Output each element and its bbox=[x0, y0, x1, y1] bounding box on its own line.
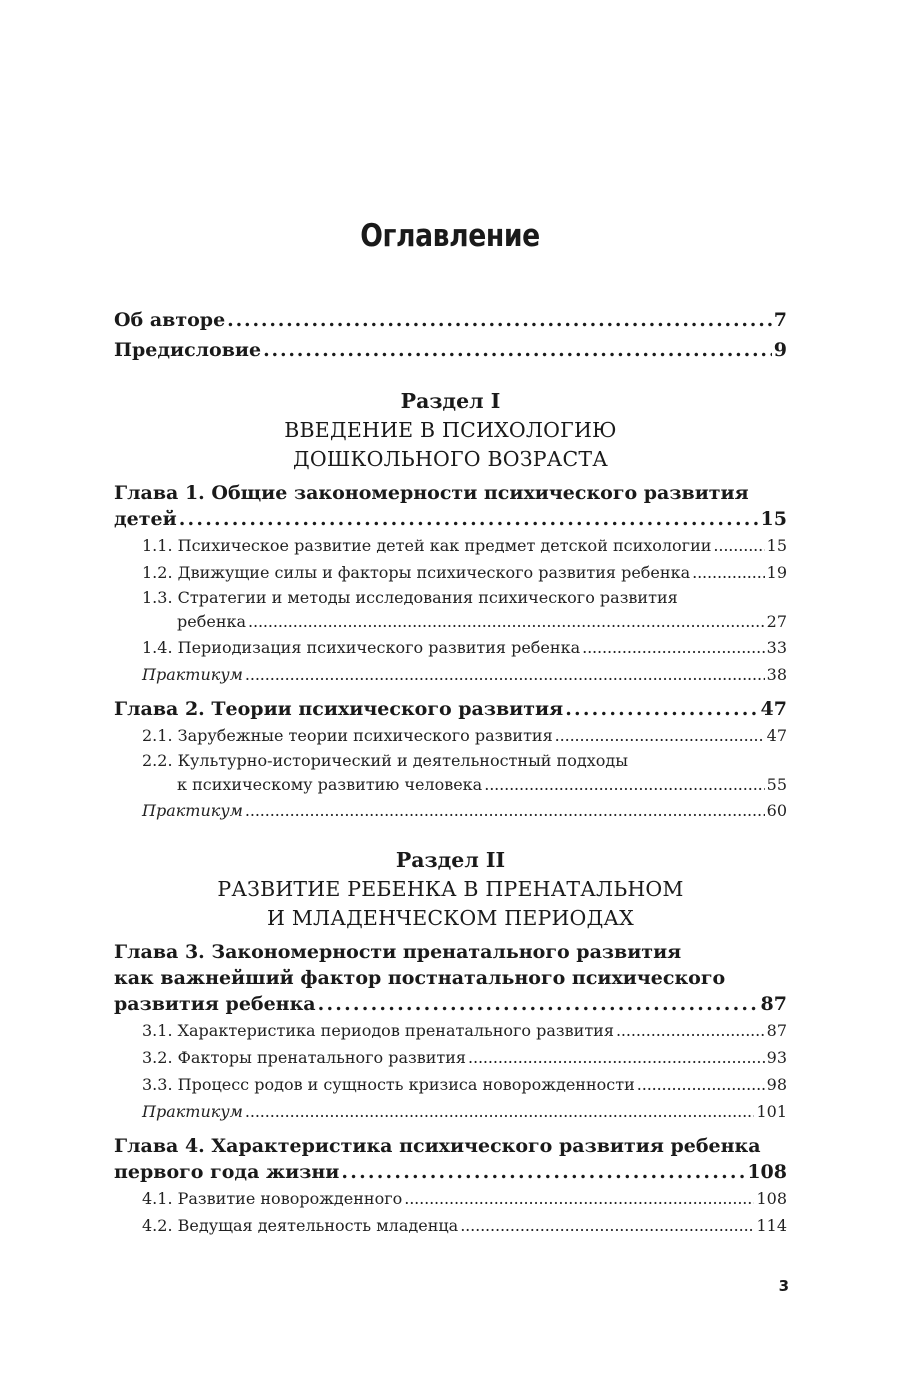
leader-dots bbox=[616, 1017, 765, 1044]
subentry-page: 33 bbox=[766, 638, 787, 657]
toc-subentry[interactable] bbox=[114, 749, 787, 797]
subentry-page: 98 bbox=[766, 1075, 787, 1094]
subentry-label: 3.3. Процесс родов и сущность кризиса новорожденности bbox=[142, 1075, 635, 1094]
toc-subentry[interactable] bbox=[114, 634, 787, 661]
chapter-title-line: первого года жизни bbox=[114, 1161, 340, 1183]
toc-entry-label: Предисловие bbox=[114, 339, 262, 361]
leader-dots bbox=[582, 634, 765, 661]
toc-entry-about-author[interactable] bbox=[114, 305, 787, 335]
subentry-page: 60 bbox=[766, 801, 787, 820]
chapter-title-line: детей bbox=[114, 508, 177, 530]
leader-dots bbox=[404, 1185, 754, 1212]
leader-dots bbox=[460, 1212, 754, 1239]
subentry-page: 93 bbox=[766, 1048, 787, 1067]
toc-subentry[interactable] bbox=[114, 722, 787, 749]
chapter-page: 87 bbox=[760, 993, 787, 1015]
leader-dots bbox=[713, 532, 764, 559]
toc-subentry-practicum[interactable] bbox=[114, 661, 787, 688]
subentry-page: 38 bbox=[766, 665, 787, 684]
subentry-label: Практикум bbox=[142, 665, 243, 684]
toc-entry-page: 7 bbox=[773, 309, 787, 331]
subentry-label: к психическому развитию человека bbox=[177, 775, 483, 794]
toc-subentry[interactable] bbox=[114, 1185, 787, 1212]
leader-dots bbox=[245, 1098, 755, 1125]
subentry-page: 101 bbox=[756, 1102, 787, 1121]
subentry-label: 3.1. Характеристика периодов пренатального развития bbox=[142, 1021, 614, 1040]
table-of-contents bbox=[114, 305, 787, 1239]
toc-subentry[interactable] bbox=[114, 1212, 787, 1239]
leader-dots bbox=[245, 661, 765, 688]
toc-subentry[interactable] bbox=[114, 532, 787, 559]
subentry-label: 4.2. Ведущая деятельность младенца bbox=[142, 1216, 459, 1235]
toc-entry-label: Об авторе bbox=[114, 309, 226, 331]
section-title-line: ВВЕДЕНИЕ В ПСИХОЛОГИЮ bbox=[284, 418, 617, 442]
subentry-label: 1.1. Психическое развитие детей как предмет детской психологии bbox=[142, 536, 712, 555]
toc-subentry-practicum[interactable] bbox=[114, 797, 787, 824]
subentry-page: 87 bbox=[766, 1021, 787, 1040]
section-title-line: И МЛАДЕНЧЕСКОМ ПЕРИОДАХ bbox=[267, 906, 634, 930]
leader-dots bbox=[227, 305, 772, 335]
leader-dots bbox=[263, 335, 772, 365]
page-number: 3 bbox=[778, 1277, 789, 1295]
subentry-page: 55 bbox=[766, 775, 787, 794]
toc-chapter[interactable] bbox=[114, 480, 787, 532]
subentry-label: 1.2. Движущие силы и факторы психического развития ребенка bbox=[142, 563, 691, 582]
toc-entry-preface[interactable] bbox=[114, 335, 787, 365]
chapter-page: 108 bbox=[747, 1161, 787, 1183]
leader-dots bbox=[555, 722, 765, 749]
leader-dots bbox=[248, 610, 765, 634]
subentry-label: 1.3. Стратегии и методы исследования психического развития bbox=[142, 588, 678, 607]
leader-dots bbox=[484, 773, 764, 797]
subentry-label: 4.1. Развитие новорожденного bbox=[142, 1189, 403, 1208]
subentry-page: 114 bbox=[756, 1216, 787, 1235]
subentry-page: 19 bbox=[766, 563, 787, 582]
chapter-title-line: Глава 1. Общие закономерности психического развития bbox=[114, 482, 749, 504]
section-title-line: РАЗВИТИЕ РЕБЕНКА В ПРЕНАТАЛЬНОМ bbox=[217, 877, 684, 901]
section-heading bbox=[114, 846, 787, 933]
section-title-line: ДОШКОЛЬНОГО ВОЗРАСТА bbox=[293, 447, 608, 471]
chapter-page: 15 bbox=[760, 508, 787, 530]
toc-subentry[interactable] bbox=[114, 559, 787, 586]
leader-dots bbox=[468, 1044, 765, 1071]
section-heading bbox=[114, 387, 787, 474]
leader-dots bbox=[565, 696, 758, 722]
subentry-page: 47 bbox=[766, 726, 787, 745]
chapter-title-line: Глава 3. Закономерности пренатального развития bbox=[114, 941, 682, 963]
toc-entry-page: 9 bbox=[773, 339, 787, 361]
toc-subentry-practicum[interactable] bbox=[114, 1098, 787, 1125]
leader-dots bbox=[179, 506, 759, 532]
subentry-label: 3.2. Факторы пренатального развития bbox=[142, 1048, 467, 1067]
subentry-page: 108 bbox=[756, 1189, 787, 1208]
toc-chapter[interactable] bbox=[114, 1133, 787, 1185]
section-number: Раздел I bbox=[400, 389, 501, 413]
leader-dots bbox=[245, 797, 765, 824]
chapter-title-line: как важнейший фактор постнатального психического bbox=[114, 967, 726, 989]
section-number: Раздел II bbox=[395, 848, 506, 872]
subentry-label: Практикум bbox=[142, 1102, 243, 1121]
toc-chapter[interactable] bbox=[114, 939, 787, 1017]
chapter-title-line: развития ребенка bbox=[114, 993, 316, 1015]
chapter-title-line: Глава 4. Характеристика психического развития ребенка bbox=[114, 1135, 761, 1157]
subentry-page: 15 bbox=[766, 536, 787, 555]
leader-dots bbox=[318, 991, 759, 1017]
chapter-title-line: Глава 2. Теории психического развития bbox=[114, 698, 564, 720]
page-title: Оглавление bbox=[360, 218, 540, 254]
leader-dots bbox=[692, 559, 765, 586]
toc-subentry[interactable] bbox=[114, 1044, 787, 1071]
subentry-label: 2.2. Культурно-исторический и деятельностный подходы bbox=[142, 751, 628, 770]
subentry-label: Практикум bbox=[142, 801, 243, 820]
leader-dots bbox=[341, 1159, 745, 1185]
subentry-label: ребенка bbox=[177, 612, 247, 631]
subentry-page: 27 bbox=[766, 612, 787, 631]
toc-chapter[interactable] bbox=[114, 696, 787, 722]
toc-subentry[interactable] bbox=[114, 1017, 787, 1044]
toc-subentry[interactable] bbox=[114, 1071, 787, 1098]
chapter-page: 47 bbox=[760, 698, 787, 720]
subentry-label: 1.4. Периодизация психического развития ребенка bbox=[142, 638, 581, 657]
leader-dots bbox=[637, 1071, 765, 1098]
toc-subentry[interactable] bbox=[114, 586, 787, 634]
subentry-label: 2.1. Зарубежные теории психического развития bbox=[142, 726, 553, 745]
